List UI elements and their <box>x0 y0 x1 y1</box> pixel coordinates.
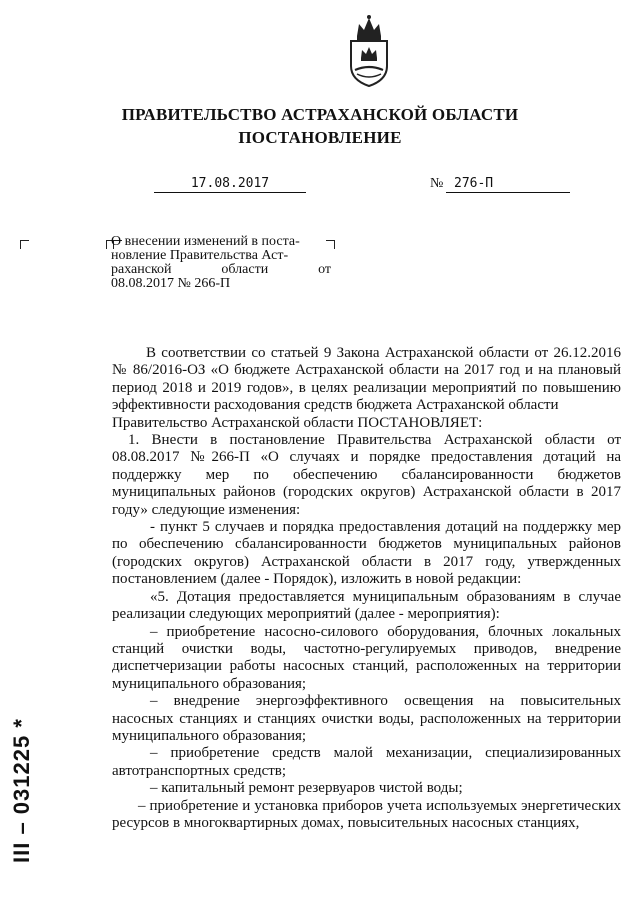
body-paragraph: Правительство Астраханской области ПОСТАНОВЛЯЕТ: <box>112 414 483 431</box>
subject-line: О внесении изменений в поста- <box>111 234 300 249</box>
body-paragraph: – приобретение насосно-силового оборудования, блочных локальных станций очистки воды, частотно-регулируемых приводов, внедрение диспетчеризации работы насосных станций, расположенных на территории муниципального образования; <box>112 623 621 692</box>
coat-of-arms-icon <box>343 14 395 88</box>
document-type: ПОСТАНОВЛЕНИЕ <box>238 128 402 147</box>
body-paragraph: - пункт 5 случаев и порядка предоставления дотаций на поддержку мер по обеспечению сбалансированности бюджетов муниципальных районов (городских округов) Астраханской области в 2017 году, утвержденных постановлением (далее - Порядок), изложить в новой редакции: <box>112 519 621 588</box>
document-date: 17.08.2017 <box>154 176 306 193</box>
document-number: 276-П <box>446 176 570 193</box>
government-title: ПРАВИТЕЛЬСТВО АСТРАХАНСКОЙ ОБЛАСТИ <box>121 105 519 124</box>
body-paragraph: – приобретение средств малой механизации, специализированных автотранспортных средств; <box>112 745 621 779</box>
document-subject <box>111 235 331 291</box>
document-body <box>112 345 621 832</box>
body-paragraph: В соответствии со статьей 9 Закона Астраханской области от 26.12.2016 № 86/2016-ОЗ «О бюджете Астраханской области на 2017 год и на плановый период 2018 и 2019 годов», в целях реализации мероприятий по повышению эффективности расходования средств бюджета Астраханской области <box>112 345 621 414</box>
left-margin-corner-mark <box>20 240 29 249</box>
body-paragraph: – внедрение энергоэффективного освещения на повысительных насосных станциях и станциях очистки воды, расположенных на территории муниципального образования; <box>112 693 621 744</box>
body-paragraph: – капитальный ремонт резервуаров чистой воды; <box>150 780 463 797</box>
subject-line: раханской области от <box>111 262 331 277</box>
document-number-label: № <box>430 176 444 191</box>
subject-line: новление Правительства Аст- <box>111 248 289 263</box>
body-paragraph: «5. Дотация предоставляется муниципальным образованиям в случае реализации следующих мероприятий (далее - мероприятия): <box>112 588 621 623</box>
body-paragraph: – приобретение и установка приборов учета используемых энергетических ресурсов в многоквартирных домах, повысительных насосных станциях, <box>112 797 621 831</box>
body-paragraph: 1. Внести в постановление Правительства Астраханской области от 08.08.2017 №266-П «О случаях и порядке предоставления дотаций на поддержку мер по обеспечению сбалансированности бюджетов муниципальных районов (городских округов) Астраханской области в 2017 году» следующие изменения: <box>112 432 621 518</box>
subject-line: 08.08.2017 № 266-П <box>111 276 231 291</box>
side-registration-code: ІІІ – 031225 * <box>9 718 34 863</box>
